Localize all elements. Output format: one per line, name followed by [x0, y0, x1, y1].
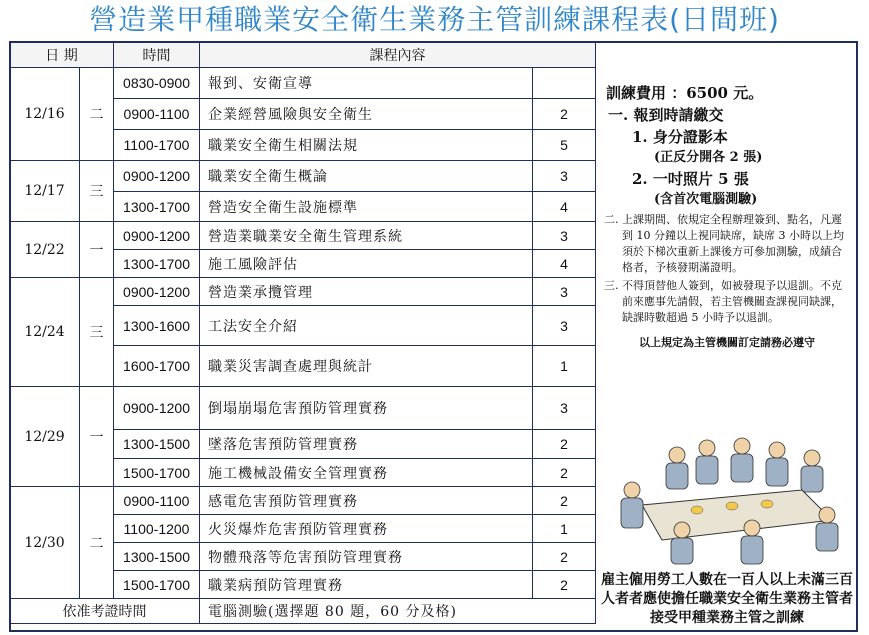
weekday-cell: 二: [80, 487, 114, 599]
note-number: 二.: [604, 213, 619, 226]
exam-label: 依准考證時間: [10, 599, 200, 624]
photo-note: (含首次電腦測驗): [654, 192, 758, 207]
hours-cell: 2: [533, 430, 596, 459]
time-cell: 0900-1200: [114, 387, 200, 430]
course-cell: 營造業職業安全衛生管理系統: [200, 222, 533, 250]
course-cell: 職業安全衛生概論: [200, 161, 533, 192]
header-date: 日 期: [10, 42, 114, 68]
hours-cell: 3: [533, 306, 596, 346]
meeting-illustration: [602, 410, 852, 570]
date-cell: 12/17: [10, 161, 80, 222]
header-course: 課程內容: [200, 42, 596, 68]
hours-cell: 2: [533, 543, 596, 571]
time-cell: 1600-1700: [114, 346, 200, 387]
course-cell: 職業病預防管理實務: [200, 571, 533, 599]
time-cell: 1300-1500: [114, 430, 200, 459]
weekday-cell: 二: [80, 68, 114, 161]
hours-cell: 1: [533, 346, 596, 387]
note-number: 三.: [604, 279, 619, 292]
course-cell: 施工風險評估: [200, 250, 533, 278]
time-cell: 0900-1200: [114, 278, 200, 306]
time-cell: 1100-1700: [114, 130, 200, 161]
time-cell: 0900-1200: [114, 222, 200, 250]
course-cell: 墜落危害預防管理實務: [200, 430, 533, 459]
attendance-rule: [604, 212, 850, 276]
employer-notice: 雇主僱用勞工人數在一百人以上未滿三百人者者應使擔任職業安全衛生業務主管者接受甲種業務主管之訓練: [601, 572, 853, 626]
signin-rule: [604, 278, 850, 326]
course-cell: 職業安全衛生相關法規: [200, 130, 533, 161]
hours-cell: 1: [533, 515, 596, 543]
course-cell: 火災爆炸危害預防管理實務: [200, 515, 533, 543]
exam-text: 電腦測驗(選擇題 80 題，60 分及格): [200, 599, 596, 624]
note-text: 不得頂替他人簽到，如被發現予以退訓。不克前來應事先請假，若主管機關查課視同缺課，缺課時數超過 5 小時予以退訓。: [622, 279, 842, 324]
hours-cell: 3: [533, 387, 596, 430]
weekday-cell: 一: [80, 387, 114, 487]
photo-item: 2. 一吋照片 5 張: [632, 170, 749, 188]
hours-cell: 2: [533, 99, 596, 130]
time-cell: 1100-1200: [114, 515, 200, 543]
date-cell: 12/24: [10, 278, 80, 387]
hours-cell: 2: [533, 487, 596, 515]
course-cell: 企業經營風險與安全衛生: [200, 99, 533, 130]
course-cell: 倒塌崩塌危害預防管理實務: [200, 387, 533, 430]
course-cell: 營造業承攬管理: [200, 278, 533, 306]
hours-cell: 2: [533, 571, 596, 599]
hours-cell: 4: [533, 250, 596, 278]
hours-cell: 3: [533, 161, 596, 192]
id-copy-note: (正反分開各 2 張): [654, 150, 763, 165]
time-cell: 1300-1700: [114, 250, 200, 278]
hours-cell: 3: [533, 278, 596, 306]
time-cell: 1500-1700: [114, 571, 200, 599]
time-cell: 1500-1700: [114, 459, 200, 487]
hours-cell: 2: [533, 459, 596, 487]
date-cell: 12/30: [10, 487, 80, 599]
date-cell: 12/16: [10, 68, 80, 161]
date-cell: 12/29: [10, 387, 80, 487]
date-cell: 12/22: [10, 222, 80, 278]
time-cell: 0900-1200: [114, 161, 200, 192]
page-title: 營造業甲種職業安全衛生業務主管訓練課程表(日間班): [89, 3, 780, 36]
rule-notice: 以上規定為主管機關訂定請務必遵守: [639, 336, 815, 349]
weekday-cell: 三: [80, 278, 114, 387]
course-cell: 施工機械設備安全管理實務: [200, 459, 533, 487]
header-time: 時間: [114, 42, 200, 68]
course-cell: 營造安全衛生設施標準: [200, 192, 533, 222]
time-cell: 1300-1700: [114, 192, 200, 222]
course-cell: 報到、安衛宣導: [200, 68, 533, 99]
course-cell: 工法安全介紹: [200, 306, 533, 346]
hours-cell: 3: [533, 222, 596, 250]
hours-cell: 5: [533, 130, 596, 161]
training-fee: 訓練費用 ：6500 元。: [606, 84, 764, 102]
time-cell: 0830-0900: [114, 68, 200, 99]
course-cell: 物體飛落等危害預防管理實務: [200, 543, 533, 571]
time-cell: 0900-1100: [114, 487, 200, 515]
note-text: 上課期間、依規定全程辦理簽到、點名，凡遲到 10 分鐘以上視同缺席，缺席 3 小時以上均須於下梯次重新上課後方可參加測驗，成績合格者，予核發期滿證明。: [622, 213, 844, 274]
time-cell: 1300-1600: [114, 306, 200, 346]
time-cell: 1300-1500: [114, 543, 200, 571]
weekday-cell: 三: [80, 161, 114, 222]
weekday-cell: 一: [80, 222, 114, 278]
notice-panel: [598, 74, 856, 630]
time-cell: 0900-1100: [114, 99, 200, 130]
id-copy-item: 1. 身分證影本: [632, 128, 728, 146]
hours-cell: 4: [533, 192, 596, 222]
checkin-heading: 一. 報到時請繳交: [608, 106, 724, 124]
course-cell: 職業災害調查處理與統計: [200, 346, 533, 387]
course-cell: 感電危害預防管理實務: [200, 487, 533, 515]
